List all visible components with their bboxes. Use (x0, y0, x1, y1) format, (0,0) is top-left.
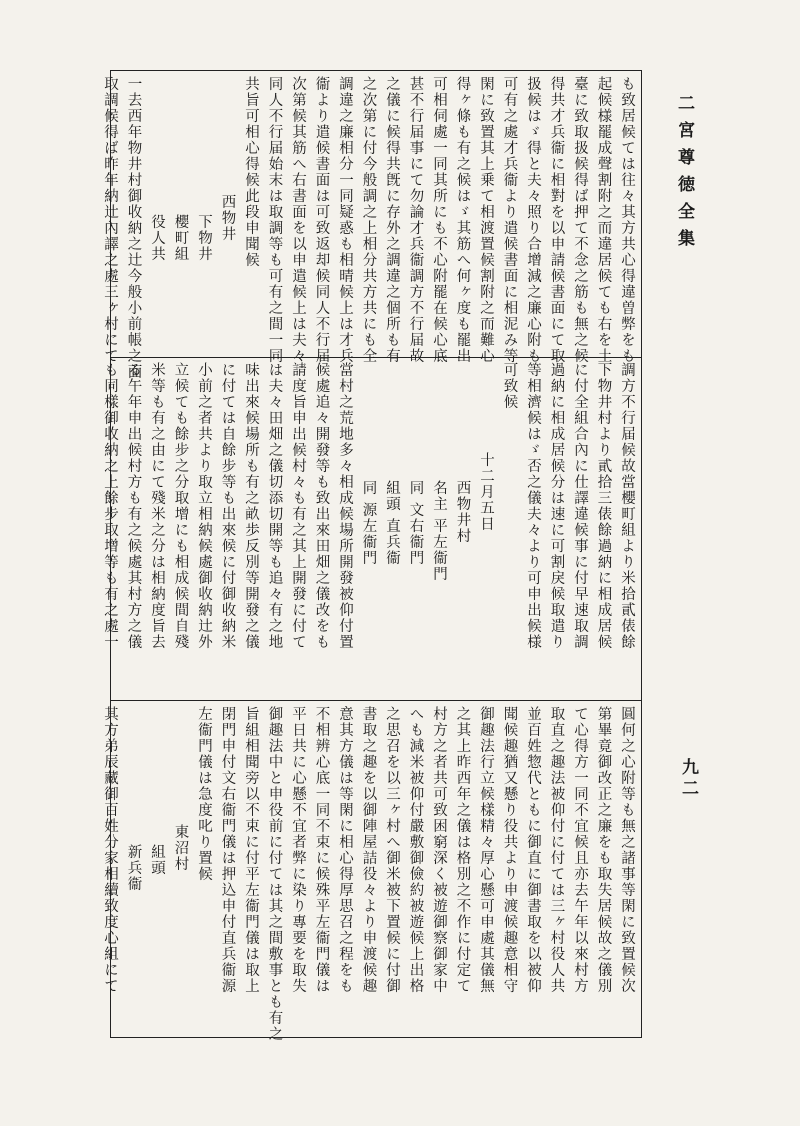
text-line: 其方弟辰藏御百姓分家相續致度心組にて (102, 706, 118, 994)
text-line: 甚不行届事にて勿論才兵衞調方不行届故 (407, 76, 424, 364)
text-line: 候處追々開發等も致出來田畑之儀改をも (313, 362, 330, 650)
text-line: 下物井村より貳拾三俵餘過納に相成居候 (595, 362, 612, 650)
text-line: 可相伺處一同其所にも不心附罷在候心底 (431, 76, 447, 364)
text-section-top (102, 76, 638, 380)
date-line: 十二月五日 (478, 452, 494, 532)
signature-role: 組頭 (149, 844, 165, 876)
text-line: 第畢竟御改正之廉をも取失居候故之儀別 (595, 706, 612, 994)
text-line: 之思召を以三ヶ村へ御米被下置候に付御 (384, 706, 400, 994)
text-line: 調違之廉相分一同疑惑も相晴候上は才兵 (337, 76, 353, 364)
text-line: 過納に相成居候分は速に可割戾候取遣り (548, 362, 565, 650)
text-line: 同人不行届始末は取調等も可有之間一同 (266, 76, 283, 364)
signature-line: 役人共 (149, 214, 165, 262)
text-line: 旨組相聞旁以不束に付平左衞門儀は取上 (243, 706, 259, 994)
text-line: て心得方一同不宜候且亦去午年以來村方 (572, 706, 588, 994)
text-line: 平日共に心懸不宜者弊に染り專要を取失 (290, 706, 306, 994)
text-line: 調方不行届候故當櫻町組より米拾貳俵餘 (619, 362, 635, 650)
signature-line: 下物井 (196, 214, 212, 262)
signature-name: 平左衞門 (431, 518, 447, 583)
text-line: 圓何之心附等も無之諸事等閑に致置候次 (619, 706, 635, 994)
signature-line: 櫻町組 (172, 214, 189, 262)
text-line: 扱候はゞ得と夫々照り合增減之廉心附も (525, 76, 541, 364)
text-section-bottom (102, 706, 638, 1042)
section-divider (110, 700, 642, 701)
signature-name: 源左衞門 (360, 502, 377, 567)
text-line: 得共才兵衞に相對を以申請候書面にて取 (548, 76, 565, 364)
signature-line (403, 362, 427, 696)
signature-line (380, 362, 404, 696)
text-line: も致居候ては往々其方共心得違曽弊をも (619, 76, 635, 364)
text-line: 閑に致置其上乗て相渡置候割附之而難心 (478, 76, 494, 364)
text-line: 共旨可相心得候此段申聞候 (243, 76, 259, 268)
signature-village: 西物井 (219, 194, 236, 242)
text-line: 村方之者共可致困窮深く被遊御察御家中 (431, 706, 447, 994)
text-line: 等相濟候はゞ否之儀夫々より可申出候様 (525, 362, 541, 650)
signature-name: 新兵衞 (125, 844, 142, 892)
text-line: 御趣法中と申役前に付ては其之間敷事とも有之 (266, 706, 283, 1042)
text-line: 味出來候場所も有之畝歩反別等開發之儀 (243, 362, 259, 650)
text-line: 取調候得ば昨年納辻內譯之處三ヶ村にて (102, 76, 118, 364)
text-line: 書取之趣を以御陣屋詰役々より申渡候趣 (360, 706, 377, 994)
text-line: 之儀に候得共旣に存外之調違之個所も有 (384, 76, 400, 364)
text-line: 得ヶ條も有之候はゞ其筋へ何ヶ度も罷出 (454, 76, 471, 364)
signature-role: 組頭 (384, 480, 400, 512)
text-line: 閉門申付文右衞門儀は押込申付直兵衞源 (219, 706, 236, 994)
text-line: 不相辨心底一同不束に候殊平左衞門儀は (313, 706, 330, 994)
signature-name: 直兵衞 (384, 518, 400, 567)
text-line: 臺に致取扱候得ば押て不念之筋も無之候 (572, 76, 588, 364)
text-line: 御趣法行立候樣精々厚心懸可申處其儀無 (478, 706, 494, 994)
text-line: 請度旨申出候村々も有之其上開發に付て (290, 362, 306, 650)
text-line: は夫々田畑之儀切添切開等も追々有之地 (266, 362, 283, 650)
text-line: に付ては自餘步等も出來候に付御收納米 (219, 362, 236, 650)
text-line: に付全組合內に仕譯違候事に付早速取調 (572, 362, 588, 650)
text-line: も同樣御收納之上餘步取增等も有之處一 (102, 362, 118, 650)
signature-village: 東沼村 (172, 824, 189, 872)
text-section-middle (102, 362, 638, 696)
text-line: 起候様罷成聲割附之而違居候ても右を土 (595, 76, 612, 364)
text-line: 取直之趣法被仰付に付ては三ヶ村役人共 (548, 706, 565, 994)
text-line: 次第候其筋へ右書面を以申遣候上は夫々 (290, 76, 306, 364)
signature-name: 文右衞門 (407, 502, 424, 567)
signature-line (427, 362, 451, 696)
text-line: 可有之處才兵衞より遣候書面に相泥み等 (501, 76, 518, 364)
page-number: 九二 (678, 758, 698, 800)
signature-village: 西物井村 (454, 480, 471, 544)
text-line: 小前之者共より取立相納候處御收納辻外 (196, 362, 212, 650)
text-line: 立候ても餘步之分取增にも相成候間自殘 (172, 362, 189, 650)
text-line: 左衞門儀は急度叱り置候 (196, 706, 212, 882)
text-line: 意其方儀は等閑に相心得厚思召之程をも (337, 706, 353, 994)
text-line: 聞候趣猶又懸り役共より申渡候趣意相守 (501, 706, 518, 994)
text-line: 可致候 (501, 362, 518, 410)
text-line: 之其上昨西年之儀は格別之不作に付定て (454, 706, 471, 994)
text-line: へも減米被仰付嚴敷御儉約被遊候上出格 (407, 706, 424, 994)
signature-role: 名主 (431, 480, 447, 512)
text-line: 一去西年物井村御收納之辻今般小前帳之面 (125, 76, 142, 380)
text-line: 衞より遣候書面は可致返却候同人不行届 (313, 76, 330, 364)
signature-line (356, 362, 380, 696)
text-line: 當村之荒地多々相成候場所開發被仰付置 (337, 362, 353, 650)
signature-role: 同 (360, 480, 377, 496)
signature-role: 同 (407, 480, 424, 496)
text-line: 並百姓惣代ともに御直に御書取を以被仰 (525, 706, 541, 994)
text-line: 米等も有之由にて殘米之分は相納度旨去 (149, 362, 165, 650)
text-line: 之次第に付今般調之上相分共方共にも全 (360, 76, 377, 364)
book-title: 二宮尊徳全集 (674, 94, 694, 256)
text-line: る午年申出候村方も有之候處其村方之儀 (125, 362, 142, 650)
